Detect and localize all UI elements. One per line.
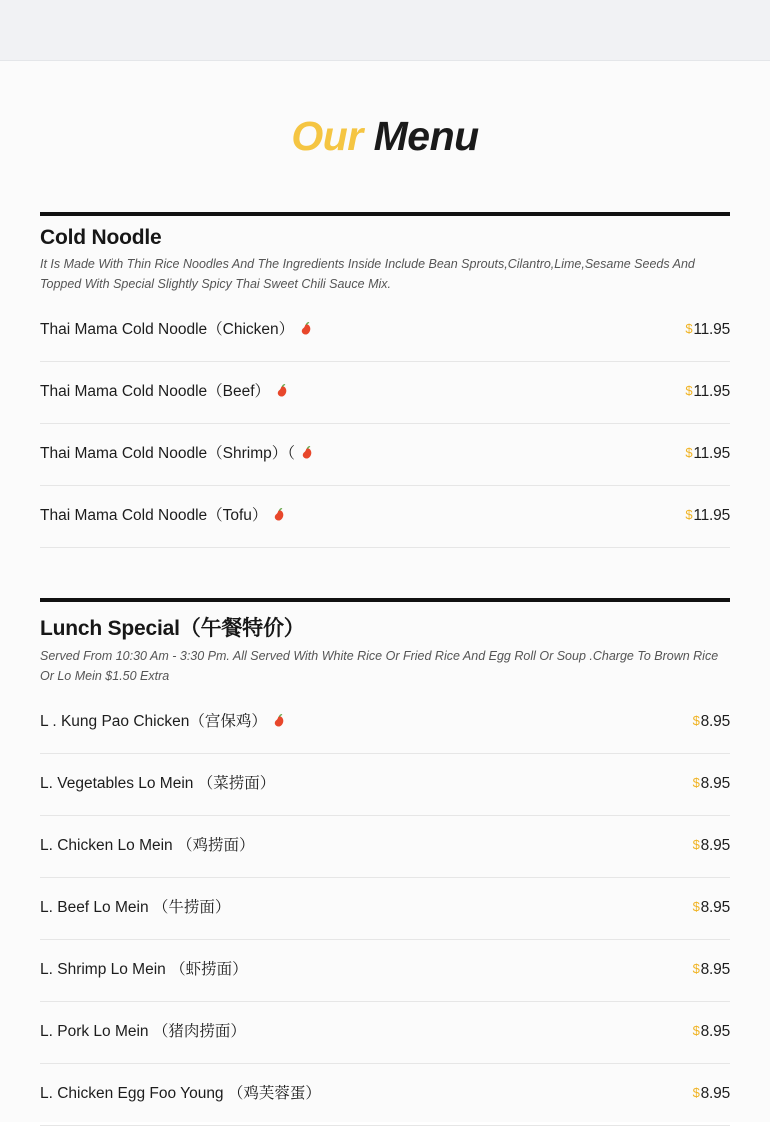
price-amount: 11.95 — [693, 507, 730, 524]
currency-symbol: $ — [692, 1085, 700, 1100]
spicy-pepper-icon — [277, 384, 288, 400]
menu-item-row[interactable] — [40, 1064, 730, 1126]
menu-item-name: L. Beef Lo Mein （牛捞面） — [40, 898, 231, 916]
menu-item-row[interactable] — [40, 940, 730, 1002]
price-amount: 8.95 — [700, 775, 730, 792]
menu-item-list — [40, 692, 730, 1126]
menu-item-name: L . Kung Pao Chicken（宫保鸡） — [40, 712, 267, 730]
menu-item-name: L. Chicken Egg Foo Young （鸡芙蓉蛋） — [40, 1084, 321, 1102]
menu-item-price — [685, 445, 730, 463]
menu-item-name-wrap — [40, 836, 255, 856]
currency-symbol: $ — [685, 507, 693, 522]
menu-item-row[interactable] — [40, 692, 730, 754]
currency-symbol: $ — [692, 775, 700, 790]
menu-item-name-wrap — [40, 1022, 246, 1042]
spicy-pepper-icon — [274, 714, 285, 730]
menu-item-name-wrap — [40, 774, 275, 794]
section-divider — [40, 212, 730, 216]
menu-item-name: L. Pork Lo Mein （猪肉捞面） — [40, 1022, 246, 1040]
page-title-word-menu: Menu — [373, 113, 479, 159]
currency-symbol: $ — [685, 321, 693, 336]
menu-item-price — [693, 837, 730, 855]
menu-item-price — [693, 961, 730, 979]
menu-item-name-wrap — [40, 1084, 321, 1104]
menu-item-name: L. Vegetables Lo Mein （菜捞面） — [40, 774, 276, 792]
menu-item-name: Thai Mama Cold Noodle（Beef） — [40, 382, 271, 400]
price-amount: 8.95 — [700, 1023, 730, 1040]
menu-item-row[interactable] — [40, 424, 730, 486]
page-title — [0, 61, 770, 186]
currency-symbol: $ — [685, 383, 693, 398]
section-spacer — [40, 548, 730, 572]
price-amount: 8.95 — [700, 961, 730, 978]
section-title: Lunch Special（午餐特价） — [40, 617, 305, 640]
menu-item-name: Thai Mama Cold Noodle（Shrimp）（ — [40, 444, 295, 462]
menu-item-name-wrap — [40, 960, 248, 980]
price-amount: 8.95 — [700, 713, 730, 730]
menu-item-name-wrap — [40, 712, 285, 732]
menu-item-row[interactable] — [40, 362, 730, 424]
menu-item-name: L. Shrimp Lo Mein （虾捞面） — [40, 960, 248, 978]
menu-item-name-wrap — [40, 506, 285, 526]
price-amount: 11.95 — [693, 321, 730, 338]
menu-item-row[interactable] — [40, 816, 730, 878]
menu-item-row[interactable] — [40, 300, 730, 362]
currency-symbol: $ — [685, 445, 693, 460]
menu-item-name-wrap — [40, 444, 313, 464]
menu-item-name-wrap — [40, 898, 230, 918]
page-title-word-our: Our — [291, 113, 363, 159]
menu-section — [40, 598, 730, 1126]
spicy-pepper-icon — [301, 322, 312, 338]
menu-item-row[interactable] — [40, 754, 730, 816]
price-amount: 8.95 — [700, 837, 730, 854]
price-amount: 8.95 — [700, 899, 730, 916]
menu-item-price — [693, 775, 730, 793]
menu-item-name-wrap — [40, 320, 312, 340]
menu-item-list — [40, 300, 730, 548]
currency-symbol: $ — [692, 837, 700, 852]
menu-item-price — [693, 1023, 730, 1041]
price-amount: 11.95 — [693, 445, 730, 462]
section-description: Served From 10:30 Am - 3:30 Pm. All Served With White Rice Or Fried Rice And Egg Roll Or Soup .Charge To Brown Rice Or Lo Mein $1.50 Extra — [40, 649, 719, 683]
menu-item-price — [693, 1085, 730, 1103]
section-description: It Is Made With Thin Rice Noodles And The Ingredients Inside Include Bean Sprouts,Cilantro,Lime,Sesame Seeds And Topped With Special Slightly Spicy Thai Sweet Chili Sauce Mix. — [40, 257, 695, 291]
currency-symbol: $ — [692, 713, 700, 728]
menu-item-price — [685, 507, 730, 525]
menu-section — [40, 212, 730, 548]
menu-item-row[interactable] — [40, 878, 730, 940]
currency-symbol: $ — [692, 961, 700, 976]
menu-item-name-wrap — [40, 382, 288, 402]
spicy-pepper-icon — [274, 508, 285, 524]
menu-page — [0, 61, 770, 1122]
section-divider — [40, 598, 730, 602]
menu-item-row[interactable] — [40, 1002, 730, 1064]
browser-top-bar — [0, 0, 770, 61]
menu-item-price — [693, 713, 730, 731]
menu-item-price — [685, 383, 730, 401]
menu-item-row[interactable] — [40, 486, 730, 548]
menu-item-name: Thai Mama Cold Noodle（Chicken） — [40, 320, 295, 338]
menu-sections — [0, 212, 770, 1126]
currency-symbol: $ — [692, 899, 700, 914]
menu-item-price — [693, 899, 730, 917]
spicy-pepper-icon — [302, 446, 313, 462]
currency-symbol: $ — [692, 1023, 700, 1038]
menu-item-price — [685, 321, 730, 339]
price-amount: 8.95 — [700, 1085, 730, 1102]
price-amount: 11.95 — [693, 383, 730, 400]
section-title: Cold Noodle — [40, 226, 162, 249]
menu-item-name: L. Chicken Lo Mein （鸡捞面） — [40, 836, 255, 854]
menu-item-name: Thai Mama Cold Noodle（Tofu） — [40, 506, 268, 524]
